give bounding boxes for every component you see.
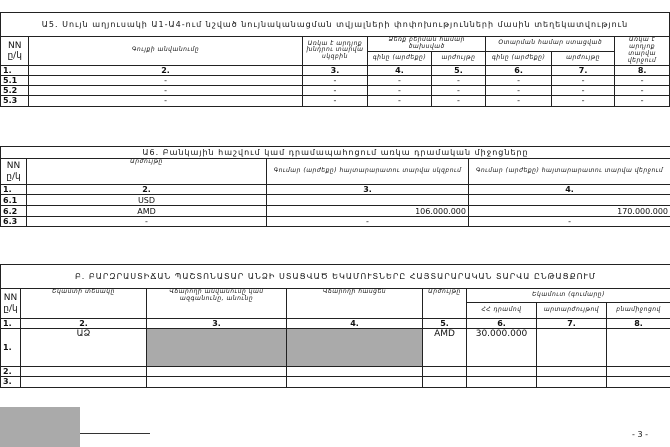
- currency-cell: AMD: [27, 206, 267, 217]
- start-of-year-header: Առկա է արդյոք խնդրու տարվա սկզբին: [302, 37, 368, 66]
- col-num: 2.: [29, 65, 302, 75]
- col-num: 5.: [431, 65, 486, 75]
- table-row: [1, 329, 670, 367]
- col-num: 8.: [615, 65, 670, 75]
- end-amount-cell: [469, 195, 670, 206]
- col-num: 1.: [1, 65, 29, 75]
- nn-header: NN ը/կ: [1, 37, 29, 66]
- property-name-header: Գույքի անվանումը: [29, 37, 302, 66]
- cell: -: [486, 75, 552, 85]
- cell: -: [551, 75, 614, 85]
- col-num: 3.: [147, 319, 287, 329]
- cell: -: [368, 86, 431, 96]
- income-type-cell: [21, 377, 147, 387]
- cell: [607, 367, 670, 377]
- cell: -: [29, 96, 302, 106]
- cell: [287, 377, 423, 387]
- cell: -: [615, 96, 670, 106]
- cell: [537, 329, 607, 367]
- foreign-currency-header: արտարժույթով: [537, 303, 607, 319]
- row-number: 5.1: [1, 75, 29, 85]
- section-5-title: Ա5. Սույն աղյուսակի Ա1-Ա4-ում նշված նույնականացման տվյալների փոփոխությունների մասին տեղեկատվություն: [1, 13, 670, 37]
- amd-header: ՀՀ դրամով: [467, 303, 537, 319]
- cell: [607, 329, 670, 367]
- table-row: [1, 86, 670, 96]
- cell: [147, 377, 287, 387]
- table-row: [1, 195, 670, 206]
- cell: [537, 367, 607, 377]
- nn-header: NN ը/կ: [1, 159, 27, 185]
- cell: -: [431, 75, 486, 85]
- end-amount-cell: -: [469, 217, 670, 227]
- alienation-header: Օտարման համար ստացված: [486, 37, 615, 52]
- end-of-year-header: Առկա է արդյոք տարվա վերջում: [615, 37, 670, 66]
- col-num: 6.: [486, 65, 552, 75]
- acquisition-header: Ձեռք բերման համար ծախսված: [368, 37, 486, 52]
- cell: -: [368, 96, 431, 106]
- section-b-title: Բ. ԲԱՐԶՐԱՍՏԻՃԱՆ ՊԱՇՏՈՆԱՏԱՐ ԱՆՁԻ ՍՏԱՑՎԱԾ ԵԿԱՄՈՒՏՆԵՐԸ ՀԱՅՏԱՐԱՐԱԿԱՆ ՏԱՐՎԱ ԸՆԹԱՑՔՈՒՄ: [1, 265, 670, 289]
- currency-cell: -: [27, 217, 267, 227]
- payer-name-header: Վճարողի անվանումը կամ ազգանունը, անունը: [147, 289, 287, 319]
- col-num: 7.: [537, 319, 607, 329]
- redacted-payer-address: [287, 329, 423, 367]
- start-amount-cell: 106.000.000: [267, 206, 469, 217]
- cell: -: [431, 96, 486, 106]
- row-number: 1.: [1, 329, 21, 367]
- row-number: 2.: [1, 367, 21, 377]
- row-number: 6.3: [1, 217, 27, 227]
- in-kind-header: բնամիջոցով: [607, 303, 670, 319]
- cell: -: [486, 96, 552, 106]
- cell: -: [29, 86, 302, 96]
- section-6-table-wrap: [0, 146, 670, 227]
- col-num: 4.: [469, 185, 670, 195]
- redacted-payer-name: [147, 329, 287, 367]
- col-num: 1.: [1, 185, 27, 195]
- amd-amount-cell: [467, 377, 537, 387]
- cell: [147, 367, 287, 377]
- nn-header: NN ը/կ: [1, 289, 21, 319]
- col-num: 3.: [267, 185, 469, 195]
- income-type-header: Եկամտի տեսակը: [21, 289, 147, 319]
- income-type-cell: ԱՁ: [21, 329, 147, 367]
- cell: [607, 377, 670, 387]
- income-amount-header: Եկամուտ (գումարը): [467, 289, 670, 303]
- start-amount-header: Գումար (արժեքը) հայտարարատու տարվա սկզբում: [267, 159, 469, 185]
- section-6-title: Ա6. Բանկային հաշվում կամ դրամապահոցում առկա դրամական միջոցները: [1, 147, 670, 159]
- cell: -: [368, 75, 431, 85]
- alien-currency-header: արժույթը: [551, 51, 614, 65]
- row-number: 5.3: [1, 96, 29, 106]
- table-row: [1, 75, 670, 85]
- row-number: 5.2: [1, 86, 29, 96]
- cell: [287, 367, 423, 377]
- cell: -: [431, 86, 486, 96]
- redacted-signature-block: [0, 407, 80, 447]
- currency-header: Արժույթը: [27, 159, 267, 185]
- cell: -: [551, 96, 614, 106]
- cell: -: [551, 86, 614, 96]
- col-num: 3.: [302, 65, 368, 75]
- col-num: 2.: [27, 185, 267, 195]
- payer-address-header: Վճարողի հասցեն: [287, 289, 423, 319]
- cell: -: [302, 75, 368, 85]
- table-row: [1, 206, 670, 217]
- cell: -: [615, 86, 670, 96]
- col-num: 1.: [1, 319, 21, 329]
- table-row: [1, 96, 670, 106]
- cell: [537, 377, 607, 387]
- currency-header: Արժույթը: [423, 289, 467, 319]
- row-number: 3.: [1, 377, 21, 387]
- col-num: 5.: [423, 319, 467, 329]
- amd-amount-cell: [467, 367, 537, 377]
- cell: -: [486, 86, 552, 96]
- cell: -: [302, 96, 368, 106]
- footer-rule: [80, 433, 150, 434]
- end-amount-header: Գումար (արժեքը) հայտարարատու տարվա վերջում: [469, 159, 670, 185]
- section-5-table: [0, 12, 670, 107]
- section-6-table: [0, 146, 670, 227]
- alien-price-header: գինը (արժեքը): [486, 51, 552, 65]
- start-amount-cell: -: [267, 217, 469, 227]
- section-b-table-wrap: [0, 264, 670, 388]
- currency-cell: AMD: [423, 329, 467, 367]
- amd-amount-cell: 30.000.000: [467, 329, 537, 367]
- currency-cell: [423, 367, 467, 377]
- cell: -: [615, 75, 670, 85]
- table-row: [1, 367, 670, 377]
- cell: -: [302, 86, 368, 96]
- start-amount-cell: [267, 195, 469, 206]
- acq-currency-header: արժույթը: [431, 51, 486, 65]
- acq-price-header: գինը (արժեքը): [368, 51, 431, 65]
- row-number: 6.1: [1, 195, 27, 206]
- currency-cell: [423, 377, 467, 387]
- col-num: 4.: [287, 319, 423, 329]
- section-5-table-wrap: [0, 12, 670, 107]
- col-num: 6.: [467, 319, 537, 329]
- page-number: - 3 -: [632, 430, 648, 439]
- col-num: 7.: [551, 65, 614, 75]
- section-b-table: [0, 264, 670, 388]
- income-type-cell: [21, 367, 147, 377]
- col-num: 2.: [21, 319, 147, 329]
- cell: -: [29, 75, 302, 85]
- end-amount-cell: 170.000.000: [469, 206, 670, 217]
- currency-cell: USD: [27, 195, 267, 206]
- table-row: [1, 377, 670, 387]
- col-num: 8.: [607, 319, 670, 329]
- table-row: [1, 217, 670, 227]
- row-number: 6.2: [1, 206, 27, 217]
- col-num: 4.: [368, 65, 431, 75]
